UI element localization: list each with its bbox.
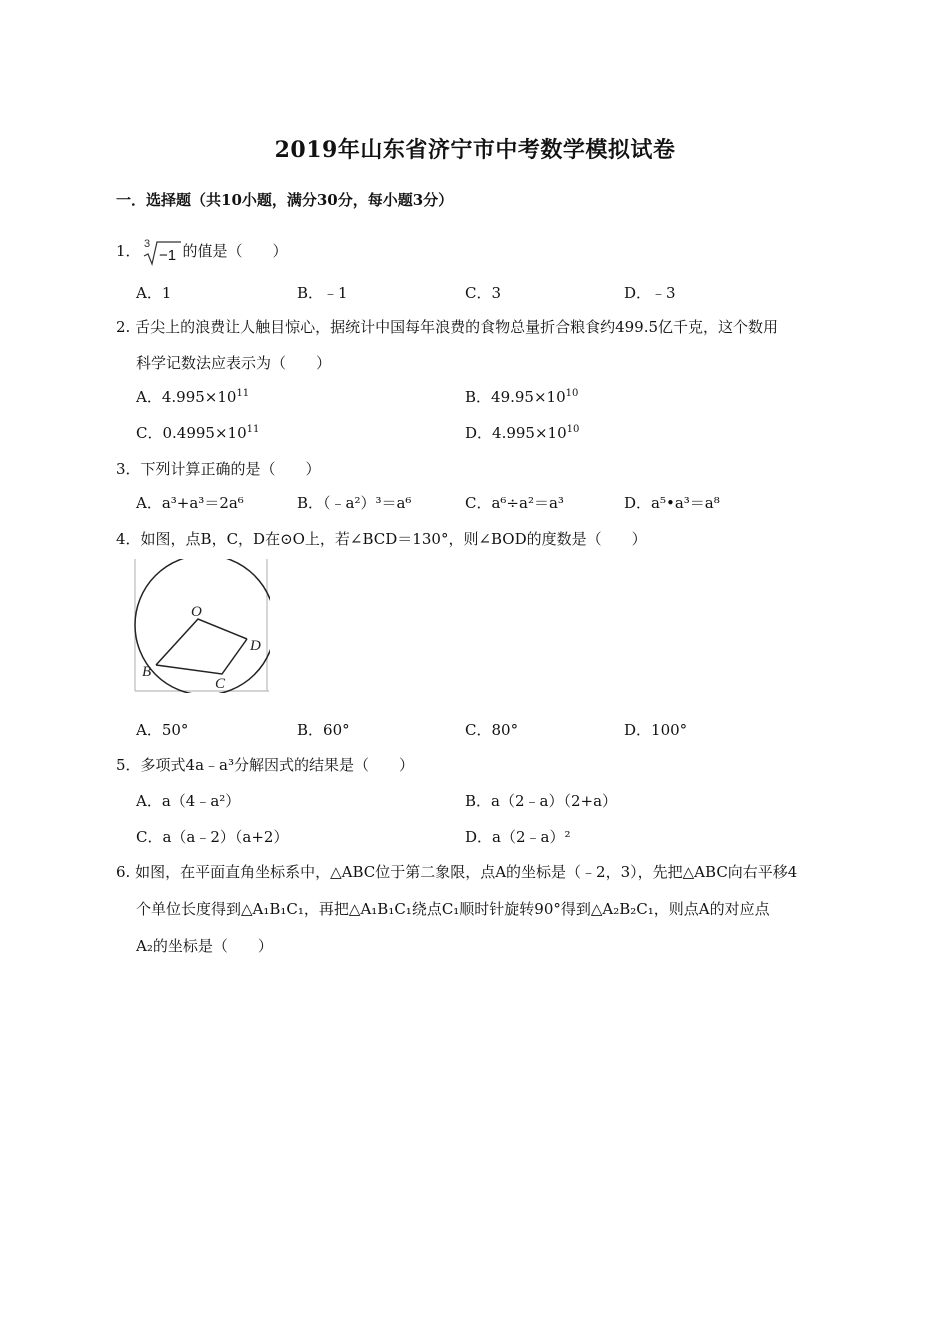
circle-figure xyxy=(134,559,270,697)
label-d: D xyxy=(250,638,261,654)
circle-o xyxy=(135,559,270,693)
q4-option-a: A．50° xyxy=(136,721,189,739)
label-b: B xyxy=(142,664,152,680)
question-6-line-3: A₂的坐标是（ ） xyxy=(136,937,273,955)
q5-option-b: B．a（2﹣a）（2+a） xyxy=(465,792,618,810)
q3-option-c: C．a⁶÷a²＝a³ xyxy=(465,494,564,512)
q4-option-d: D．100° xyxy=(624,721,688,739)
label-c: C xyxy=(215,676,226,692)
q1-option-c: C．3 xyxy=(465,284,502,302)
q1-option-d: D．﹣3 xyxy=(624,284,676,302)
q2-option-c: C．$0.4995\times 10^{11}$ xyxy=(136,424,260,442)
q3-option-b: B．（﹣a²）³＝a⁶ xyxy=(297,494,412,512)
question-4: 4．如图，点B，C，D在⊙O上，若∠BCD＝130°，则∠BOD的度数是（ ） xyxy=(116,530,647,548)
q5-option-a: A．a（4﹣a²） xyxy=(136,792,241,810)
radicand: −1 xyxy=(158,247,176,264)
label-o: O xyxy=(191,604,202,620)
cube-root-expression xyxy=(141,236,181,266)
section-heading: 一．选择题（共10小题，满分30分，每小题3分） xyxy=(116,191,454,209)
q5-option-d: D．a（2﹣a）² xyxy=(465,828,571,846)
q2-option-d: D．$4.995\times 10^{10}$ xyxy=(465,424,580,442)
question-6-line-2: 个单位长度得到△A₁B₁C₁，再把△A₁B₁C₁绕点C₁顺时针旋转90°得到△A₂B₂C₁，则点A的对应点 xyxy=(136,900,770,918)
q2-option-a: A．$4.995\times 10^{11}$ xyxy=(136,388,250,406)
question-number: 1． xyxy=(116,242,141,260)
radical-index: 3 xyxy=(143,238,150,250)
q2-option-b: B．$49.95\times 10^{10}$ xyxy=(465,388,579,406)
page-title: 2019年山东省济宁市中考数学模拟试卷 xyxy=(274,137,676,163)
q5-option-c: C．a（a﹣2）（a+2） xyxy=(136,828,289,846)
question-2-line-2: 科学记数法应表示为（ ） xyxy=(136,354,332,372)
question-stem: 的值是（ ） xyxy=(182,242,288,260)
question-2-line-1: 2. 舌尖上的浪费让人触目惊心，据统计中国每年浪费的食物总量折合粮食约499.5亿千克，这个数用 xyxy=(116,318,779,336)
q4-option-b: B．60° xyxy=(297,721,350,739)
q1-option-a: A．1 xyxy=(136,284,172,302)
angle-bcd xyxy=(156,639,247,674)
q3-option-d: D．a⁵•a³＝a⁸ xyxy=(624,494,720,512)
question-5: 5．多项式4a﹣a³分解因式的结果是（ ） xyxy=(116,756,414,774)
q1-option-b: B．﹣1 xyxy=(297,284,348,302)
question-3: 3．下列计算正确的是（ ） xyxy=(116,460,321,478)
q3-option-a: A．a³+a³＝2a⁶ xyxy=(136,494,244,512)
q4-option-c: C．80° xyxy=(465,721,519,739)
question-1 xyxy=(116,236,288,266)
question-6-line-1: 6. 如图，在平面直角坐标系中，△ABC位于第二象限，点A的坐标是（﹣2，3），先把△ABC向右平移4 xyxy=(116,863,798,881)
